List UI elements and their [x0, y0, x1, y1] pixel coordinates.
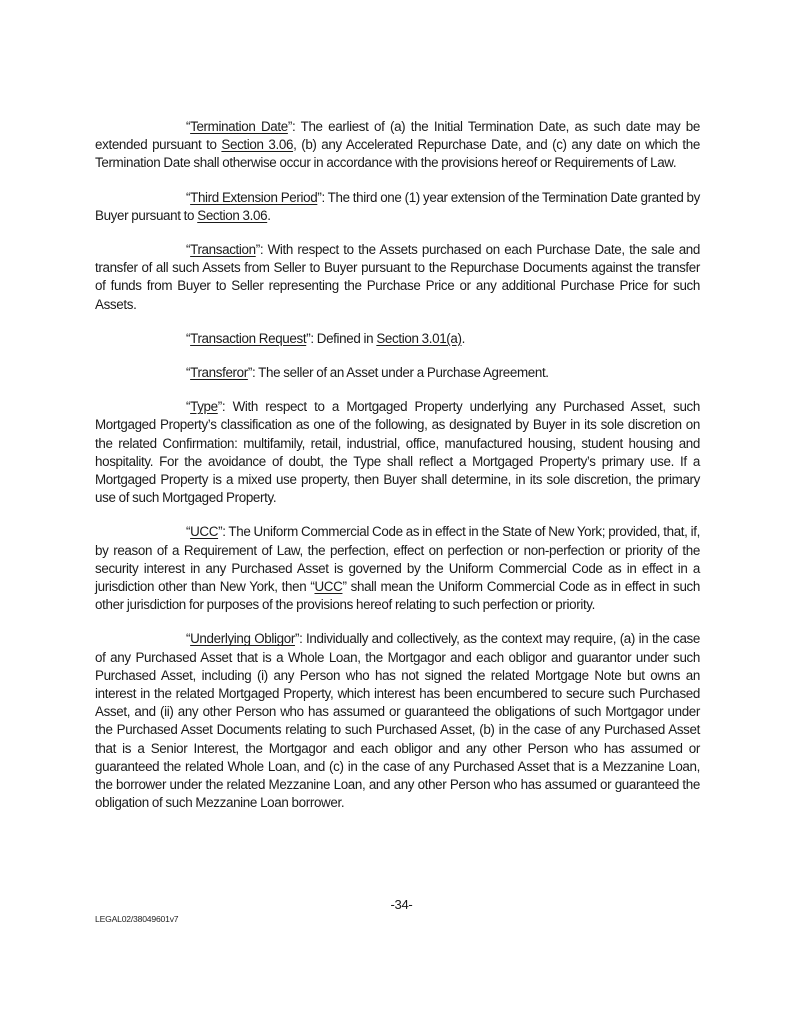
definition-termination-date: [95, 118, 700, 173]
definition-text: ” shall mean the Uniform Commercial Code as in effect in such other jurisdiction for purposes of the provisions hereof relating to such perfection or priority.: [95, 579, 700, 613]
definition-transferor: [95, 364, 700, 382]
close-quote: ”: [306, 330, 311, 346]
section-reference-link[interactable]: Section 3.06: [221, 137, 294, 153]
page-number: -34-: [390, 897, 413, 912]
open-quote: “: [186, 365, 191, 381]
close-quote: ”: [317, 189, 322, 205]
definition-third-extension-period: [95, 189, 700, 225]
section-reference-link[interactable]: Section 3.06: [197, 207, 268, 223]
definition-text: : With respect to the Assets purchased on each Purchase Date, the sale and transfer of all such Assets from Seller to Buyer pursuant to the Repurchase Documents against the transfer of funds from Buyer to Seller representing the Purchase Price or any additional Purchase Price for such Assets.: [95, 242, 700, 312]
document-id: LEGAL02/38049601v7: [95, 914, 179, 924]
close-quote: ”: [218, 524, 223, 540]
open-quote: “: [186, 631, 191, 647]
definition-text: : The third one (1) year extension of the Termination Date granted by Buyer pursuant to: [95, 189, 700, 223]
open-quote: “: [186, 399, 191, 415]
document-page: [95, 118, 700, 829]
definition-transaction-request: [95, 330, 700, 348]
definition-type: [95, 398, 700, 507]
defined-term: Third Extension Period: [190, 189, 318, 205]
definition-transaction: [95, 241, 700, 314]
open-quote: “: [186, 330, 191, 346]
close-quote: ”: [287, 119, 292, 134]
open-quote: “: [186, 189, 191, 205]
defined-term: Termination Date: [190, 119, 288, 134]
definition-text: : The Uniform Commercial Code as in effect in the State of New York; provided, that, if, by reason of a Requirement of Law, the perfection, effect on perfection or non-perfection or priority of the security interest in any Purchased Asset is governed by the Uniform Commercial Code as in effect in a jurisdiction other than New York, then “: [95, 524, 700, 595]
definition-text: : Individually and collectively, as the context may require, (a) in the case of any Purchased Asset that is a Whole Loan, the Mortgagor and each obligor and guarantor under such Purchased Asset, including (i) any Person who has not signed the related Mortgage Note but owns an interest in the related Mortgaged Property, which interest has been encumbered to secure such Purchased Asset, and (ii) any other Person who has assumed or guaranteed the obligations of such Mortgagor under the Purchased Asset Documents relating to such Purchased Asset, (b) in the case of any Purchased Asset that is a Senior Interest, the Mortgagor and each obligor and any other Person who has assumed or guaranteed the related Whole Loan, and (c) in the case of any Purchased Asset that is a Mezzanine Loan, the borrower under the related Mezzanine Loan, and any other Person who has assumed or guaranteed the obligation of such Mezzanine Loan borrower.: [95, 631, 700, 811]
definition-ucc: [95, 523, 700, 614]
open-quote: “: [186, 119, 191, 134]
close-quote: ”: [255, 242, 260, 258]
definition-text: : With respect to a Mortgaged Property underlying any Purchased Asset, such Mortgaged Property’s classification as one of the following, as designated by Buyer in its sole discretion on the related Confirmation: multifamily, retail, industrial, office, manufactured housing, student housing and hospitality. For the avoidance of doubt, the Type shall reflect a Mortgaged Property’s primary use. If a Mortgaged Property is a mixed use property, then Buyer shall determine, in its sole discretion, the primary use of such Mortgaged Property.: [95, 399, 700, 506]
open-quote: “: [186, 242, 191, 258]
definition-text: : The seller of an Asset under a Purchase Agreement.: [251, 365, 549, 381]
close-quote: ”: [247, 365, 252, 381]
close-quote: ”: [294, 631, 300, 647]
definition-text: : Defined in: [310, 330, 377, 346]
defined-term: Transferor: [190, 365, 248, 381]
definition-text: .: [461, 330, 465, 346]
section-reference-link[interactable]: Section 3.01(a): [376, 330, 462, 346]
term-reference: UCC: [314, 579, 343, 595]
open-quote: “: [186, 524, 191, 540]
definition-text: .: [267, 207, 271, 223]
defined-term: Transaction: [190, 242, 256, 258]
definition-text: , (b) any Accelerated Repurchase Date, and (c) any date on which the Termination Date shall otherwise occur in accordance with the provisions hereof or Requirements of Law.: [95, 137, 700, 171]
defined-term: Underlying Obligor: [190, 631, 295, 647]
defined-term: Transaction Request: [190, 330, 307, 346]
definition-underlying-obligor: [95, 630, 700, 812]
defined-term: Type: [190, 399, 218, 415]
defined-term: UCC: [190, 524, 219, 540]
close-quote: ”: [217, 399, 222, 415]
definition-text: : The earliest of (a) the Initial Termination Date, as such date may be extended pursuant to: [95, 119, 701, 153]
